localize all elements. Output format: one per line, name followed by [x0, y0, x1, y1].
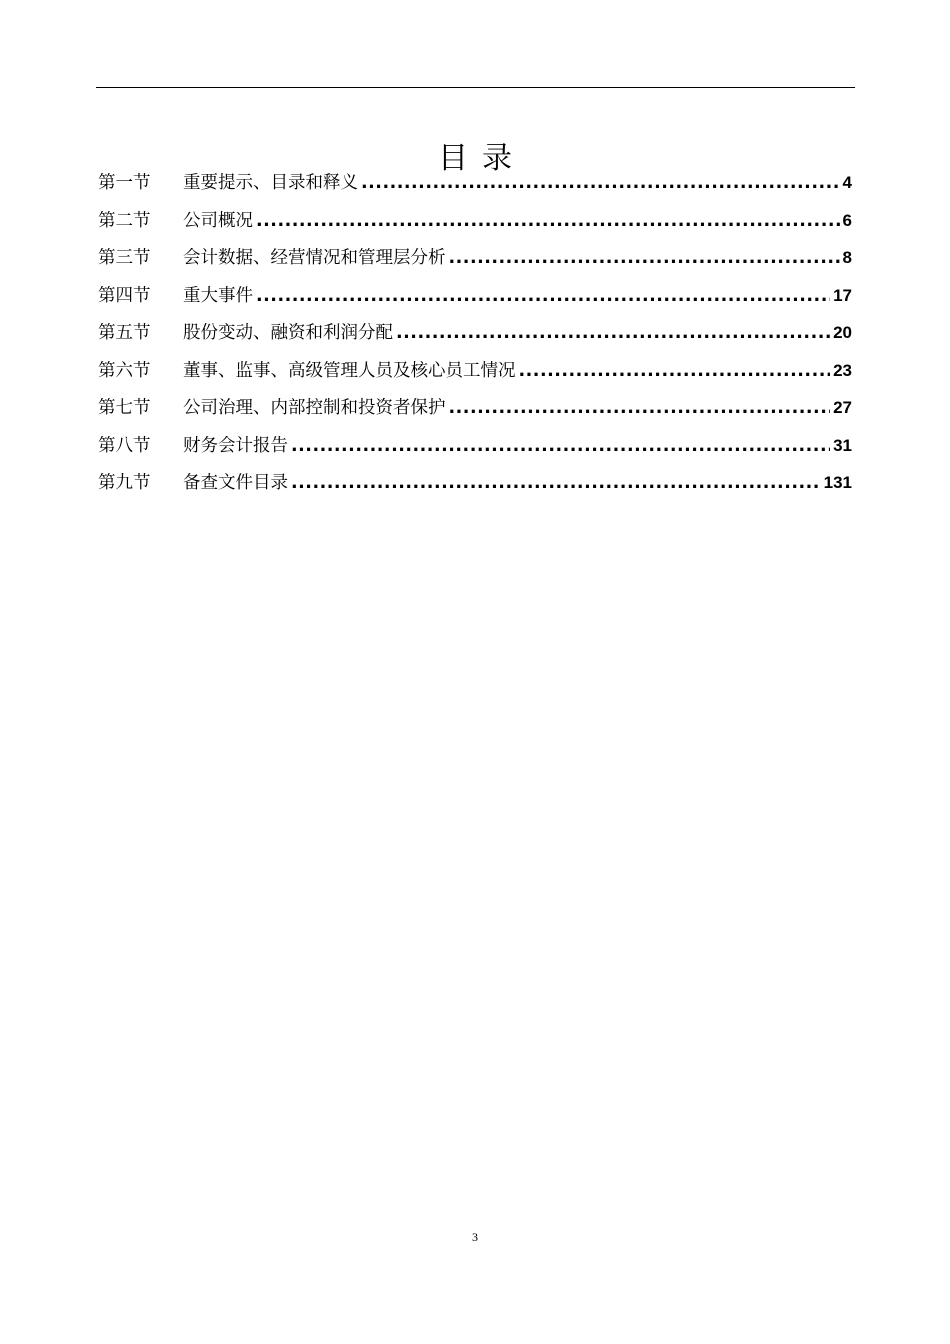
toc-entry[interactable] — [98, 282, 852, 320]
toc-section-title: 财务会计报告 — [183, 435, 288, 456]
toc-page-number: 131 — [823, 473, 852, 492]
toc-leader-dots — [396, 319, 830, 347]
toc-section-number: 第一节 — [98, 173, 151, 193]
toc-section-number: 第五节 — [98, 323, 151, 343]
toc-section-number: 第六节 — [98, 360, 151, 381]
toc-leader-dots — [291, 469, 821, 497]
toc-page-number: 20 — [833, 323, 852, 342]
toc-page-number: 17 — [833, 285, 852, 305]
toc-section-title: 股份变动、融资和利润分配 — [183, 323, 393, 343]
toc-section-title: 公司治理、内部控制和投资者保护 — [183, 398, 446, 418]
toc-entry[interactable] — [98, 469, 852, 507]
toc-entry[interactable] — [98, 357, 852, 395]
toc-section-number: 第四节 — [98, 285, 151, 306]
toc-page-number: 4 — [842, 173, 852, 192]
toc-page-number: 23 — [833, 360, 852, 380]
toc-entry[interactable] — [98, 244, 852, 282]
toc-entry[interactable] — [98, 169, 852, 207]
toc-page-number: 27 — [833, 398, 852, 417]
toc-leader-dots — [361, 169, 840, 197]
toc-entry[interactable] — [98, 319, 852, 357]
toc-section-title: 重大事件 — [183, 285, 253, 306]
toc-leader-dots — [449, 244, 840, 272]
table-of-contents — [98, 169, 852, 507]
toc-section-number: 第二节 — [98, 210, 151, 231]
toc-entry[interactable] — [98, 432, 852, 470]
toc-leader-dots — [519, 357, 831, 385]
toc-leader-dots — [256, 207, 840, 235]
toc-section-number: 第三节 — [98, 248, 151, 268]
page-number: 3 — [472, 1230, 478, 1244]
toc-entry[interactable] — [98, 207, 852, 245]
toc-section-title: 会计数据、经营情况和管理层分析 — [183, 248, 446, 268]
toc-section-title: 重要提示、目录和释义 — [183, 173, 358, 193]
toc-page-number: 6 — [842, 210, 852, 230]
toc-section-number: 第七节 — [98, 398, 151, 418]
toc-section-title: 备查文件目录 — [183, 473, 288, 493]
toc-page-number: 8 — [842, 248, 852, 267]
toc-section-title: 公司概况 — [183, 210, 253, 231]
header-rule — [96, 87, 855, 88]
toc-section-number: 第八节 — [98, 435, 151, 456]
toc-leader-dots — [256, 282, 830, 310]
toc-leader-dots — [291, 432, 830, 460]
toc-section-number: 第九节 — [98, 473, 151, 493]
page-title: 目录 — [438, 141, 526, 177]
toc-page-number: 31 — [833, 435, 852, 455]
toc-section-title: 董事、监事、高级管理人员及核心员工情况 — [183, 360, 516, 381]
toc-entry[interactable] — [98, 394, 852, 432]
toc-leader-dots — [449, 394, 831, 422]
